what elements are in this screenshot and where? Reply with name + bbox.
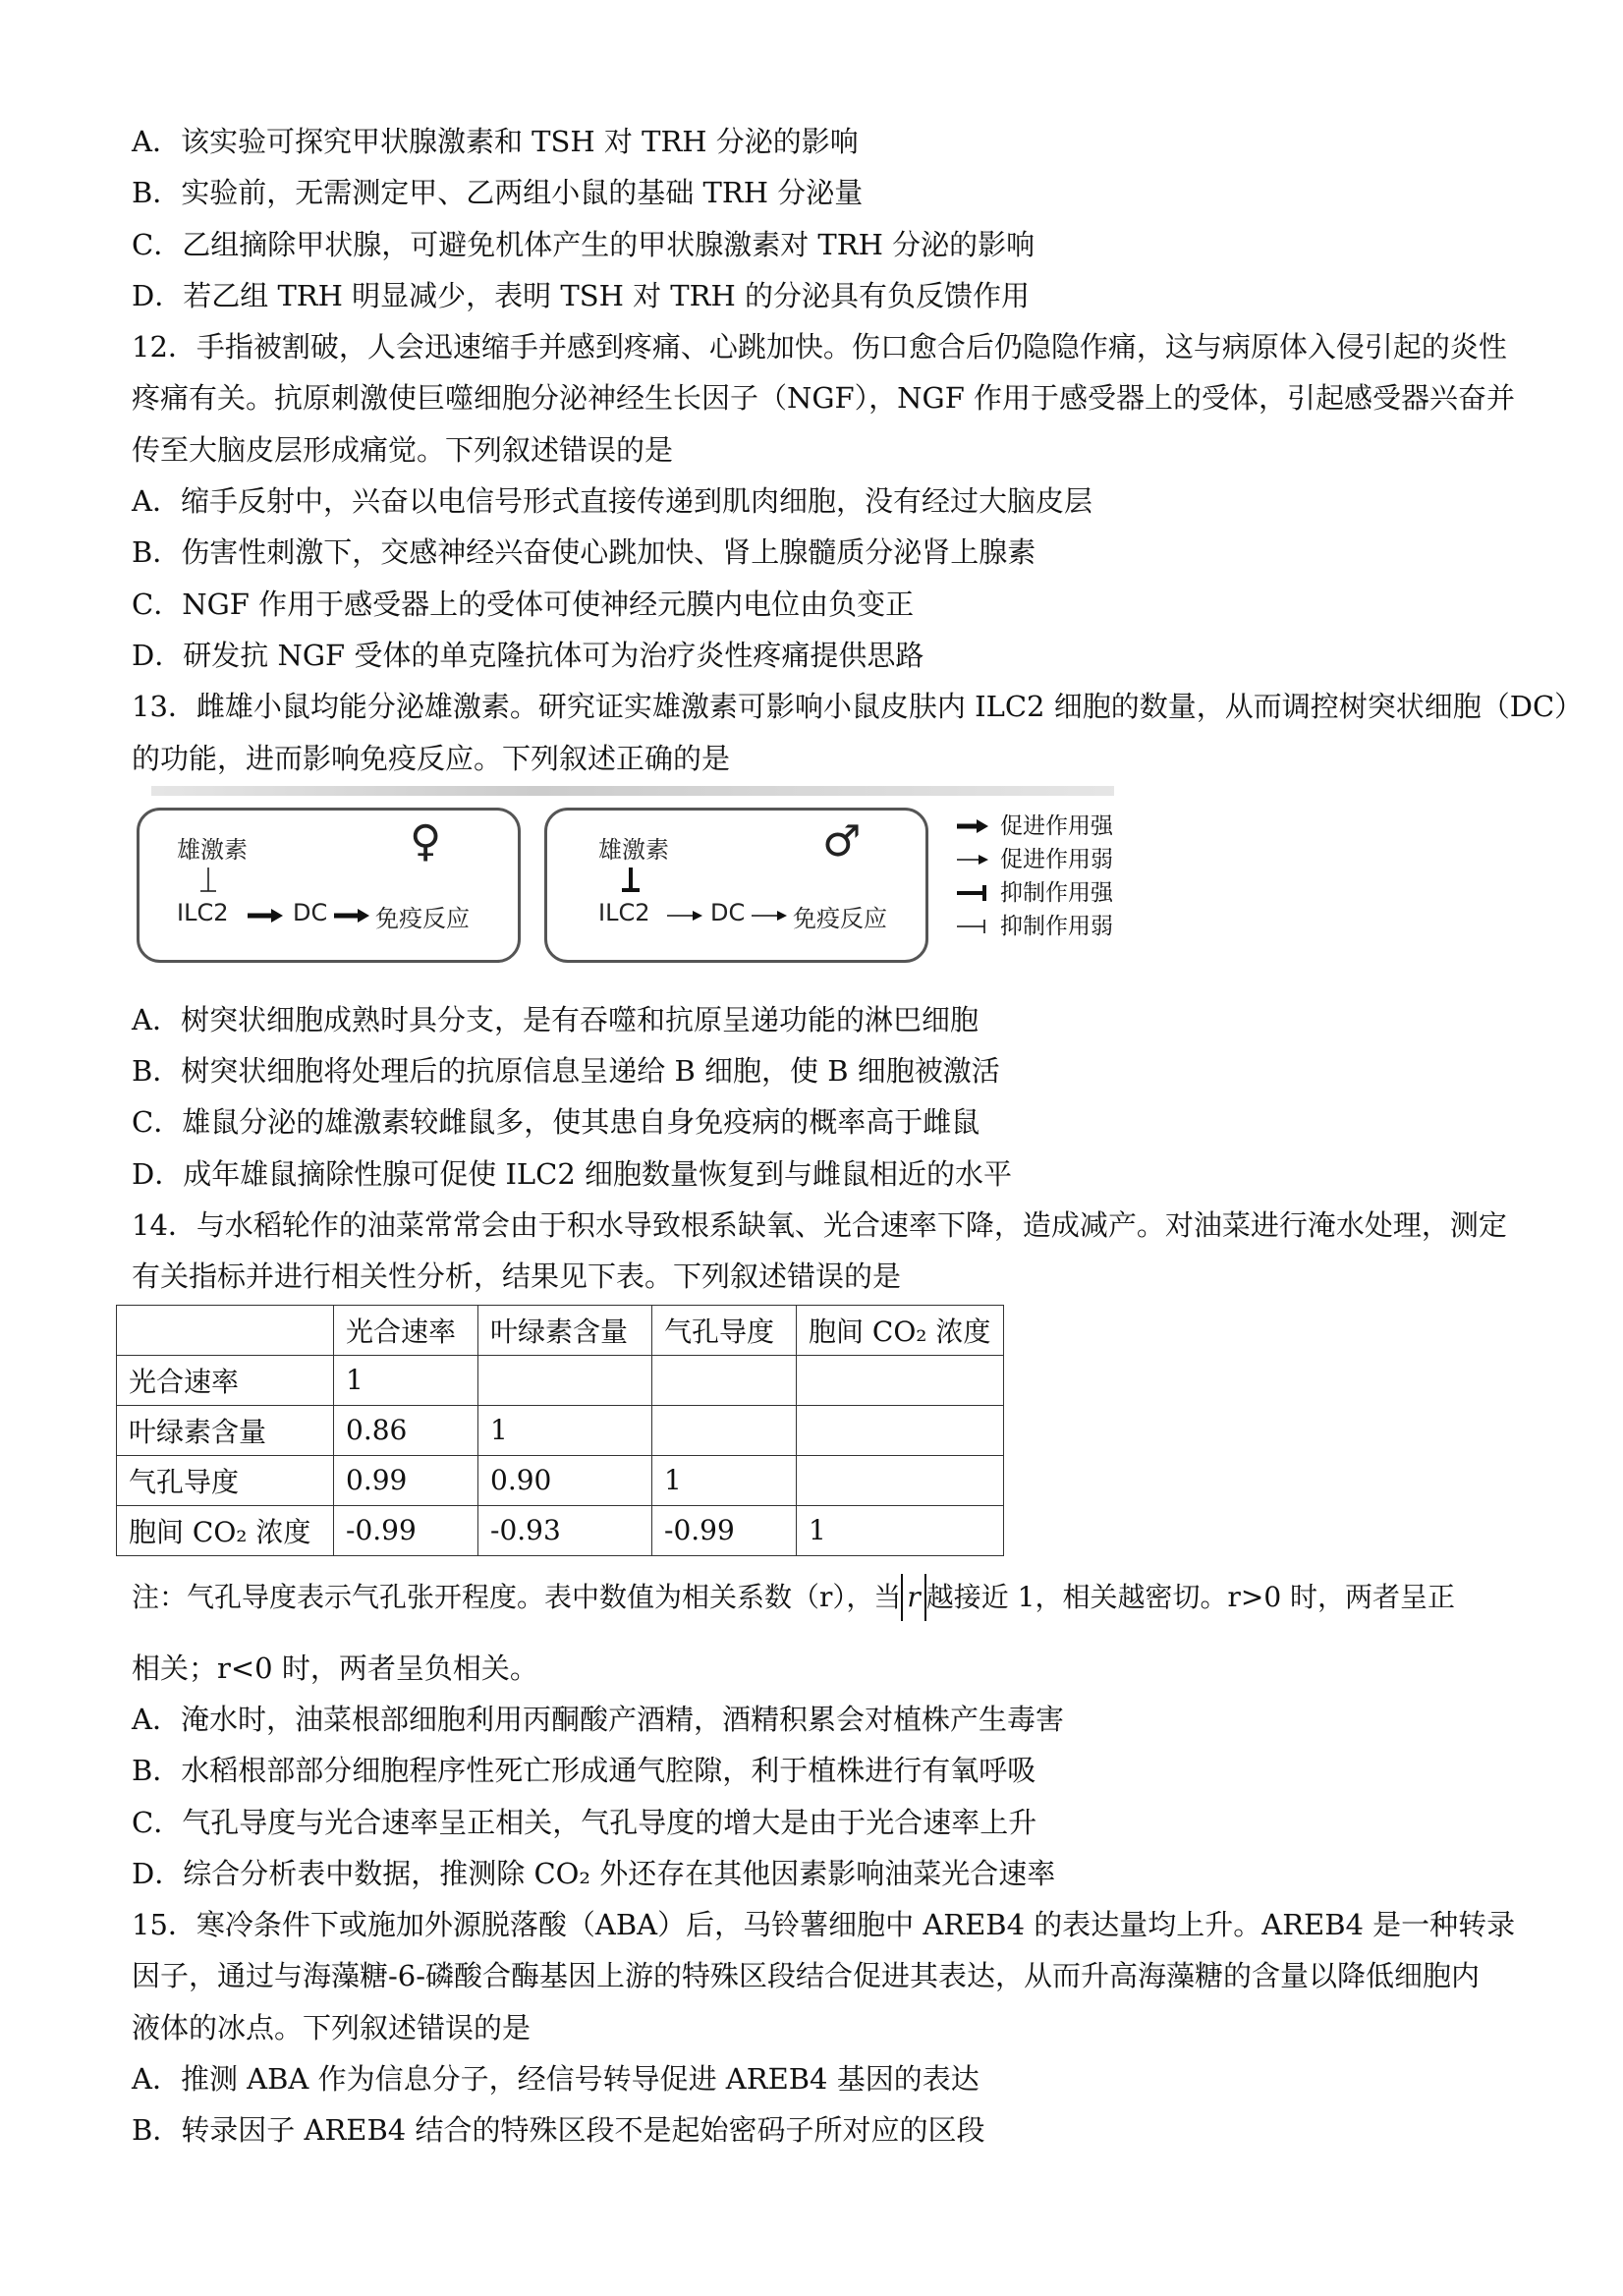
table-cell: 气孔导度 — [117, 1455, 334, 1505]
table-cell: 叶绿素含量 — [117, 1405, 334, 1455]
promote-strong-arrow-icon — [332, 907, 371, 924]
option: D．研发抗 NGF 受体的单克隆抗体可为治疗炎性疼痛提供思路 — [132, 638, 924, 672]
question-stem: 的功能，进而影响免疫反应。下列叙述正确的是 — [132, 741, 731, 775]
legend-item — [953, 910, 1113, 943]
table-row — [117, 1505, 1004, 1555]
promote-strong-arrow-icon — [246, 907, 285, 924]
table-header-cell: 光合速率 — [334, 1305, 478, 1355]
male-symbol-icon: ♂ — [822, 815, 862, 867]
question-stem: 14．与水稻轮作的油菜常常会由于积水导致根系缺氧、光合速率下降，造成减产。对油菜进行淹水处理，测定 — [132, 1208, 1507, 1243]
legend-label: 抑制作用强 — [1000, 879, 1113, 906]
question-stem: 15．寒冷条件下或施加外源脱落酸（ABA）后，马铃薯细胞中 AREB4 的表达量均上升。AREB4 是一种转录 — [132, 1908, 1516, 1942]
option: C．气孔导度与光合速率呈正相关，气孔导度的增大是由于光合速率上升 — [132, 1805, 1037, 1839]
table-cell — [652, 1355, 797, 1405]
option: A．树突状细胞成熟时具分支，是有吞噬和抗原呈递功能的淋巴细胞 — [132, 1002, 979, 1036]
option: B．树突状细胞将处理后的抗原信息呈递给 B 细胞，使 B 细胞被激活 — [132, 1054, 1000, 1089]
option: D．若乙组 TRH 明显减少，表明 TSH 对 TRH 的分泌具有负反馈作用 — [132, 278, 1030, 312]
question-stem: 液体的冰点。下列叙述错误的是 — [132, 2010, 532, 2044]
correlation-table — [116, 1305, 1004, 1556]
table-header-cell: 叶绿素含量 — [478, 1305, 652, 1355]
immune-response-label: 免疫反应 — [375, 904, 470, 932]
table-cell: 0.99 — [334, 1455, 478, 1505]
table-cell: 0.86 — [334, 1405, 478, 1455]
table-cell: 1 — [797, 1505, 1004, 1555]
table-header-cell: 气孔导度 — [652, 1305, 797, 1355]
inhibit-weak-icon — [953, 917, 992, 936]
ilc2-label: ILC2 — [177, 898, 229, 926]
dc-label: DC — [293, 898, 328, 926]
male-box — [544, 808, 928, 963]
question-12 — [132, 321, 1517, 681]
option: C．雄鼠分泌的雄激素较雌鼠多，使其患自身免疫病的概率高于雌鼠 — [132, 1105, 980, 1140]
question-13 — [132, 681, 1584, 1200]
hormone-label: 雄激素 — [598, 835, 669, 864]
immune-response-label: 免疫反应 — [793, 904, 887, 932]
table-header-cell: 胞间 CO₂ 浓度 — [797, 1305, 1004, 1355]
option: B．转录因子 AREB4 结合的特殊区段不是起始密码子所对应的区段 — [132, 2113, 985, 2148]
option: A．淹水时，油菜根部细胞利用丙酮酸产酒精，酒精积累会对植株产生毒害 — [132, 1702, 1064, 1736]
option: A．推测 ABA 作为信息分子，经信号转导促进 AREB4 基因的表达 — [132, 2062, 979, 2097]
table-row — [117, 1405, 1004, 1455]
table-cell: 0.90 — [478, 1455, 652, 1505]
legend-item — [953, 810, 1113, 843]
legend-label: 抑制作用弱 — [1000, 913, 1113, 939]
note-text: 越接近 1，相关越密切。r>0 时，两者呈正 — [925, 1580, 1456, 1613]
option: B．实验前，无需测定甲、乙两组小鼠的基础 TRH 分泌量 — [132, 176, 864, 210]
legend-label: 促进作用强 — [1000, 812, 1113, 839]
cropped-title-strip — [151, 786, 1114, 796]
option: A．缩手反射中，兴奋以电信号形式直接传递到肌肉细胞，没有经过大脑皮层 — [132, 484, 1092, 519]
table-cell — [797, 1455, 1004, 1505]
note-line: 相关；r<0 时，两者呈负相关。 — [132, 1651, 538, 1685]
table-note — [132, 1574, 1517, 1621]
option: C．乙组摘除甲状腺，可避免机体产生的甲状腺激素对 TRH 分泌的影响 — [132, 227, 1035, 261]
table-cell — [652, 1405, 797, 1455]
table-cell: 光合速率 — [117, 1355, 334, 1405]
question-stem: 13．雌雄小鼠均能分泌雄激素。研究证实雄激素可影响小鼠皮肤内 ILC2 细胞的数量，从而调控树突状细胞（DC） — [132, 690, 1584, 724]
question-stem: 有关指标并进行相关性分析，结果见下表。下列叙述错误的是 — [132, 1260, 902, 1294]
female-symbol-icon: ♀ — [410, 815, 442, 867]
option: C．NGF 作用于感受器上的受体可使神经元膜内电位由负变正 — [132, 587, 915, 621]
table-cell: 胞间 CO₂ 浓度 — [117, 1505, 334, 1555]
table-row — [117, 1355, 1004, 1405]
option: D．综合分析表中数据，推测除 CO₂ 外还存在其他因素影响油菜光合速率 — [132, 1856, 1056, 1890]
table-cell: 1 — [652, 1455, 797, 1505]
hormone-label: 雄激素 — [177, 835, 248, 864]
note-text: 注：气孔导度表示气孔张开程度。表中数值为相关系数（r），当 — [132, 1580, 902, 1613]
inhibit-strong-icon — [953, 883, 992, 903]
table-cell — [478, 1355, 652, 1405]
promote-weak-arrow-icon — [953, 850, 992, 869]
question-stem: 疼痛有关。抗原刺激使巨噬细胞分泌神经生长因子（NGF），NGF 作用于感受器上的受体，引起感受器兴奋并 — [132, 381, 1516, 416]
promote-weak-arrow-icon — [750, 907, 789, 924]
female-box — [137, 808, 521, 963]
dc-label: DC — [710, 898, 746, 926]
androgen-diagram — [132, 786, 1153, 973]
legend-label: 促进作用弱 — [1000, 846, 1113, 872]
option: B．伤害性刺激下，交感神经兴奋使心跳加快、肾上腺髓质分泌肾上腺素 — [132, 535, 1036, 570]
ilc2-label: ILC2 — [598, 898, 650, 926]
table-cell: 1 — [334, 1355, 478, 1405]
promote-strong-arrow-icon — [953, 816, 992, 836]
option: B．水稻根部部分细胞程序性死亡形成通气腔隙，利于植株进行有氧呼吸 — [132, 1754, 1036, 1788]
question-stem: 12．手指被割破，人会迅速缩手并感到疼痛、心跳加快。伤口愈合后仍隐隐作痛，这与病原体入侵引起的炎性 — [132, 330, 1507, 364]
table-cell: 1 — [478, 1405, 652, 1455]
question-stem: 传至大脑皮层形成痛觉。下列叙述错误的是 — [132, 432, 674, 467]
abs-r-symbol: r — [901, 1574, 925, 1621]
question-15 — [132, 1899, 1517, 2156]
inhibit-strong-icon — [620, 866, 642, 895]
table-row — [117, 1455, 1004, 1505]
exam-page — [129, 116, 1584, 2156]
diagram-legend — [953, 810, 1113, 943]
option: A．该实验可探究甲状腺激素和 TSH 对 TRH 分泌的影响 — [132, 125, 859, 158]
question-stem: 因子，通过与海藻糖-6-磷酸合酶基因上游的特殊区段结合促进其表达，从而升高海藻糖的含量以降低细胞内 — [132, 1959, 1481, 1993]
table-cell: -0.99 — [334, 1505, 478, 1555]
table-cell: -0.99 — [652, 1505, 797, 1555]
q11-options — [132, 116, 1517, 321]
legend-item — [953, 876, 1113, 910]
question-14 — [129, 1200, 1517, 1899]
table-header-cell — [117, 1305, 334, 1355]
table-cell: -0.93 — [478, 1505, 652, 1555]
table-cell — [797, 1405, 1004, 1455]
legend-item — [953, 843, 1113, 876]
table-header-row — [117, 1305, 1004, 1355]
promote-weak-arrow-icon — [665, 907, 704, 924]
option: D．成年雄鼠摘除性腺可促使 ILC2 细胞数量恢复到与雌鼠相近的水平 — [132, 1156, 1013, 1191]
inhibit-weak-icon — [198, 866, 218, 895]
table-cell — [797, 1355, 1004, 1405]
